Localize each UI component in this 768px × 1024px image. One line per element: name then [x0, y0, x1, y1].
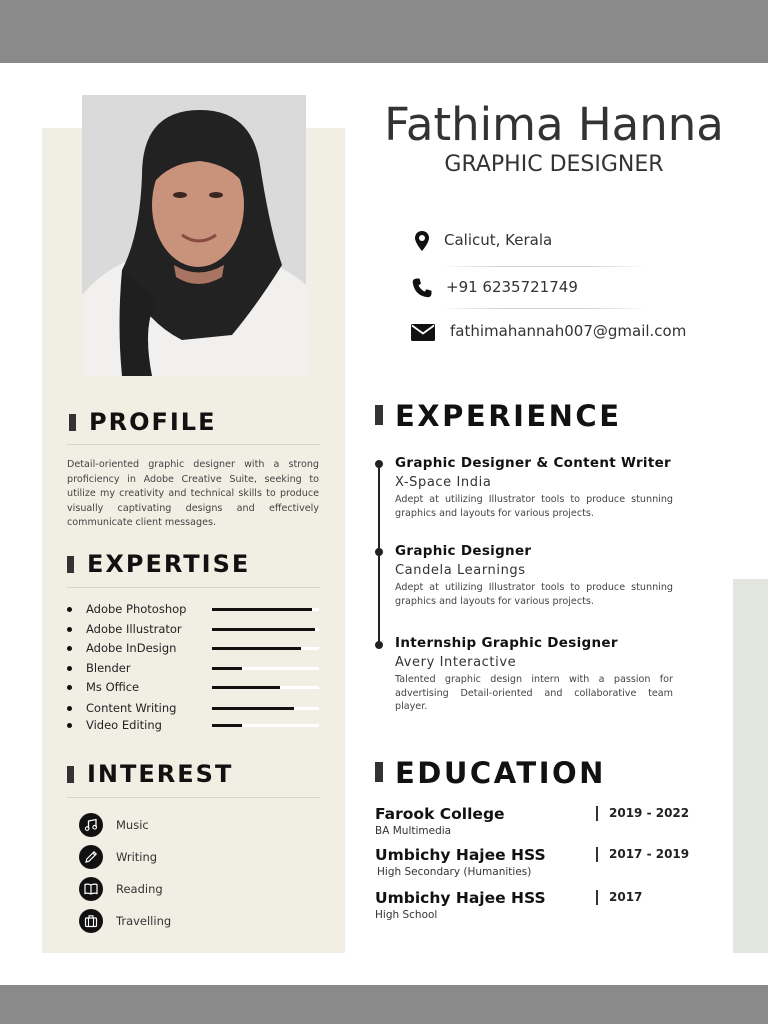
job-company: Candela Learnings [395, 563, 526, 578]
skill-name: Adobe Photoshop [86, 602, 187, 616]
interest-item: Reading [79, 877, 319, 901]
school-name: Umbichy Hajee HSS [375, 889, 546, 907]
bullet-dot [67, 706, 72, 711]
education-years: 2017 [596, 890, 642, 905]
location-text: Calicut, Kerala [444, 231, 553, 249]
skill-level-fill [212, 707, 294, 710]
skill-level-bar [212, 686, 319, 689]
profile-summary: Detail-oriented graphic designer with a strong proficiency in Adobe Creative Suite, seeking to utilize my creativity and technical skills to produce visually captivating designs and effectively communicate client messages. [67, 459, 319, 528]
contact-phone [410, 276, 730, 300]
experience-entry [395, 635, 680, 714]
timeline-dot [375, 460, 383, 468]
bullet-dot [67, 685, 72, 690]
skill-row [67, 701, 319, 715]
skill-name: Adobe Illustrator [86, 622, 182, 636]
skill-level-fill [212, 724, 242, 727]
pencil-icon [79, 845, 103, 869]
skill-level-fill [212, 667, 242, 670]
experience-entry [395, 455, 680, 520]
experience-entry [395, 543, 680, 608]
book-icon [79, 877, 103, 901]
skill-name: Content Writing [86, 701, 177, 715]
timeline-dot [375, 548, 383, 556]
contact-location [410, 229, 730, 253]
bottom-band [0, 985, 768, 1024]
interest-item: Travelling [79, 909, 319, 933]
phone-text[interactable]: +91 6235721749 [446, 278, 578, 296]
skill-level-bar [212, 647, 319, 650]
education-entry [375, 889, 695, 921]
bullet-dot [67, 666, 72, 671]
contact-email [410, 320, 730, 344]
bullet-dot [67, 627, 72, 632]
skill-row [67, 622, 319, 636]
education-entry [375, 805, 695, 837]
right-accent-strip [733, 579, 768, 953]
skill-level-bar [212, 608, 319, 611]
music-icon [79, 813, 103, 837]
education-years: 2019 - 2022 [596, 806, 689, 821]
job-title: Graphic Designer & Content Writer [395, 455, 672, 471]
skill-level-bar [212, 724, 319, 727]
school-name: Umbichy Hajee HSS [375, 846, 546, 864]
job-company: Avery Interactive [395, 655, 517, 670]
job-title: Graphic Designer [395, 543, 532, 559]
contact-divider [440, 308, 648, 309]
skill-name: Blender [86, 661, 131, 675]
interest-divider [67, 797, 320, 798]
job-company: X-Space India [395, 475, 492, 490]
education-years: 2017 - 2019 [596, 847, 689, 862]
profile-photo [82, 95, 306, 376]
candidate-role: GRAPHIC DESIGNER [444, 152, 664, 177]
skill-level-fill [212, 686, 280, 689]
phone-icon [410, 276, 434, 300]
contact-divider [440, 266, 648, 267]
skill-level-fill [212, 647, 301, 650]
profile-divider [67, 444, 320, 445]
education-entry [375, 846, 695, 878]
interest-item: Music [79, 813, 319, 837]
top-band [0, 0, 768, 63]
degree: High Secondary (Humanities) [377, 866, 532, 878]
bullet-dot [67, 723, 72, 728]
envelope-icon [410, 320, 434, 344]
skill-row [67, 602, 319, 616]
location-pin-icon [410, 229, 434, 253]
job-description: Talented graphic design intern with a passion for advertising Detail-oriented and collaborative team player. [395, 674, 673, 712]
job-description: Adept at utilizing Illustrator tools to produce stunning graphics and layouts for various projects. [395, 582, 673, 607]
skill-level-fill [212, 608, 312, 611]
degree: High School [375, 909, 438, 921]
skill-name: Adobe InDesign [86, 641, 177, 655]
expertise-divider [67, 587, 320, 588]
timeline-dot [375, 641, 383, 649]
candidate-name: Fathima Hanna [384, 98, 724, 151]
bullet-dot [67, 646, 72, 651]
skill-row [67, 641, 319, 655]
skill-row [67, 680, 319, 694]
job-title: Internship Graphic Designer [395, 635, 618, 651]
skill-level-bar [212, 707, 319, 710]
skill-row [67, 718, 319, 732]
skill-name: Video Editing [86, 718, 162, 732]
school-name: Farook College [375, 805, 505, 823]
interest-item: Writing [79, 845, 319, 869]
skill-row [67, 661, 319, 675]
skill-level-bar [212, 628, 319, 631]
job-description: Adept at utilizing Illustrator tools to produce stunning graphics and layouts for various projects. [395, 494, 673, 519]
email-text[interactable]: fathimahannah007@gmail.com [450, 322, 687, 340]
degree: BA Multimedia [375, 825, 452, 837]
luggage-icon [79, 909, 103, 933]
bullet-dot [67, 607, 72, 612]
skill-name: Ms Office [86, 680, 140, 694]
skill-level-bar [212, 667, 319, 670]
skill-level-fill [212, 628, 315, 631]
